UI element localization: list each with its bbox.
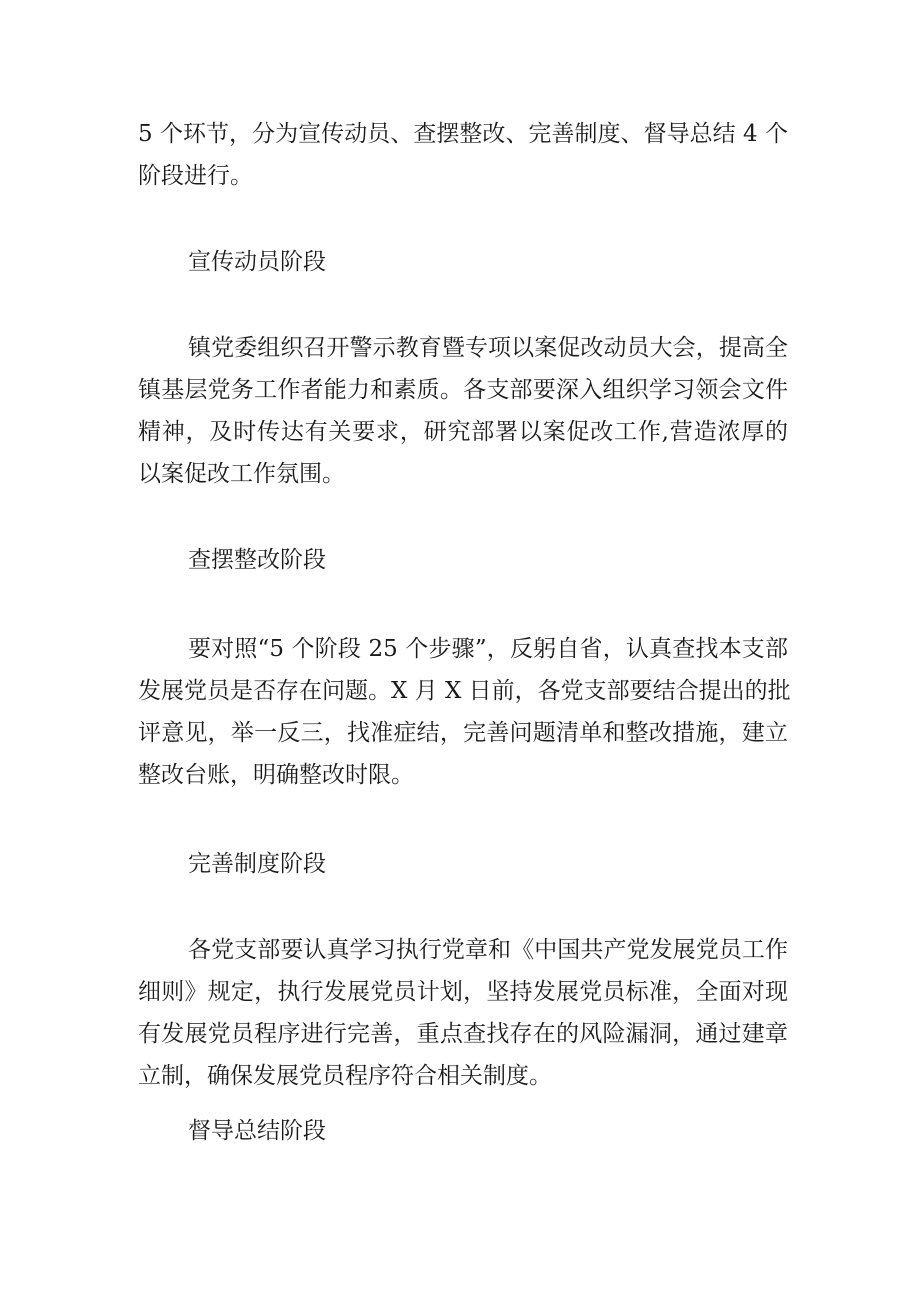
paragraph-line: 细则》规定，执行发展党员计划，坚持发展党员标准，全面对现: [138, 979, 788, 1005]
paragraph-line: 整改台账，明确整改时限。: [138, 762, 414, 788]
paragraph-line: 阶段进行。: [138, 163, 253, 189]
paragraph-line: 有发展党员程序进行完善，重点查找存在的风险漏洞，通过建章: [138, 1021, 788, 1047]
section-heading-publicity: 宣传动员阶段: [188, 249, 326, 275]
paragraph-line: 立制，确保发展党员程序符合相关制度。: [138, 1063, 552, 1089]
paragraph-line: 评意见，举一反三，找准症结，完善问题清单和整改措施，建立: [138, 720, 788, 746]
paragraph-line: 镇党委组织召开警示教育暨专项以案促改动员大会，提高全: [188, 335, 788, 361]
section-heading-supervision: 督导总结阶段: [188, 1118, 326, 1144]
paragraph-line: 5 个环节，分为宣传动员、查摆整改、完善制度、督导总结 4 个: [138, 121, 788, 147]
section-heading-inspection: 查摆整改阶段: [188, 547, 326, 573]
paragraph-line: 镇基层党务工作者能力和素质。各支部要深入组织学习领会文件: [138, 377, 788, 403]
paragraph-line: 发展党员是否存在问题。X 月 X 日前，各党支部要结合提出的批: [138, 678, 791, 704]
paragraph-line: 各党支部要认真学习执行党章和《中国共产党发展党员工作: [188, 937, 788, 963]
paragraph-line: 要对照“5 个阶段 25 个步骤”，反躬自省，认真查找本支部: [188, 636, 788, 662]
paragraph-line: 精神，及时传达有关要求，研究部署以案促改工作,营造浓厚的: [138, 419, 788, 445]
section-heading-system: 完善制度阶段: [188, 851, 326, 877]
paragraph-line: 以案促改工作氛围。: [138, 461, 345, 487]
